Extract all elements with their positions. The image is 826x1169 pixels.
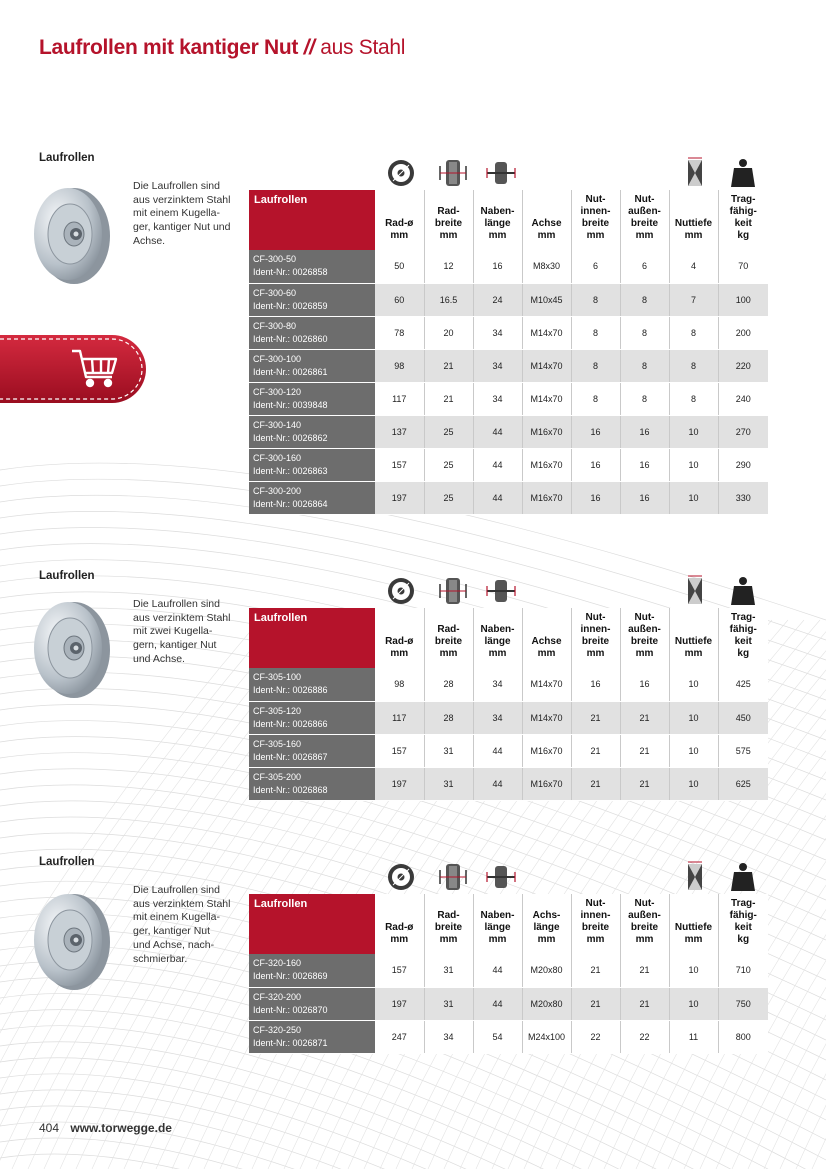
- table-cell: 157: [375, 734, 424, 767]
- table-cell: 25: [424, 481, 473, 514]
- product-code: CF-300-100: [253, 353, 302, 364]
- title-subtitle: aus Stahl: [320, 36, 406, 59]
- wheel-diameter-icon: [384, 574, 418, 608]
- table-cell: 10: [669, 448, 718, 481]
- table-cell: 247: [375, 1020, 424, 1053]
- table-cell: 16.5: [424, 283, 473, 316]
- product-code: CF-305-120: [253, 705, 302, 716]
- column-header-groove-outer: Nut- außen- breite mm: [620, 894, 669, 954]
- table-cell: 44: [473, 415, 522, 448]
- hub-length-icon: [484, 156, 518, 190]
- table-cell: 34: [473, 701, 522, 734]
- column-header-name: Laufrollen: [249, 608, 375, 668]
- column-header-axle: Achs- länge mm: [522, 894, 571, 954]
- column-header-groove-depth: Nuttiefe mm: [669, 894, 718, 954]
- table-cell: 197: [375, 481, 424, 514]
- column-header-load-capacity: Trag- fähig- keit kg: [718, 190, 768, 250]
- table-cell: 21: [571, 954, 620, 987]
- ident-number: Ident-Nr.: 0026867: [253, 751, 328, 762]
- table-cell: 60: [375, 283, 424, 316]
- column-header-hub-length: Naben- länge mm: [473, 608, 522, 668]
- ident-number: Ident-Nr.: 0026870: [253, 1004, 328, 1015]
- ident-number: Ident-Nr.: 0026869: [253, 971, 328, 982]
- table-cell: 10: [669, 481, 718, 514]
- table-cell: 21: [571, 734, 620, 767]
- table-cell: 54: [473, 1020, 522, 1053]
- table-cell: 16: [571, 448, 620, 481]
- product-code-cell[interactable]: [249, 1020, 375, 1053]
- ident-number: Ident-Nr.: 0026859: [253, 300, 328, 311]
- table-cell: 8: [571, 316, 620, 349]
- column-header-rad-width: Rad- breite mm: [424, 190, 473, 250]
- ident-number: Ident-Nr.: 0026886: [253, 685, 328, 696]
- product-code: CF-300-160: [253, 452, 302, 463]
- groove-icon: [678, 156, 712, 190]
- wheel-product-image: [24, 180, 120, 290]
- table-row: [249, 250, 768, 283]
- load-weight-icon: [726, 156, 760, 190]
- table-cell: 44: [473, 987, 522, 1020]
- description-line: Die Laufrollen sind: [133, 598, 220, 610]
- column-header-groove-inner: Nut- innen- breite mm: [571, 190, 620, 250]
- product-code: CF-300-200: [253, 485, 302, 496]
- ident-number: Ident-Nr.: 0026868: [253, 784, 328, 795]
- product-code-cell[interactable]: [249, 250, 375, 283]
- description-line: und Achse, nach-: [133, 938, 215, 951]
- table-cell: 8: [620, 283, 669, 316]
- description-line: aus verzinktem Stahl: [133, 897, 231, 910]
- table-cell: 16: [620, 448, 669, 481]
- product-code-cell[interactable]: [249, 349, 375, 382]
- product-code: CF-320-160: [253, 958, 302, 969]
- table-cell: 200: [718, 316, 768, 349]
- wheel-width-icon: [436, 860, 470, 894]
- wheel-width-icon: [436, 156, 470, 190]
- table-cell: 16: [620, 668, 669, 701]
- table-cell: 24: [473, 283, 522, 316]
- table-cell: 750: [718, 987, 768, 1020]
- table-cell: 117: [375, 382, 424, 415]
- column-header-groove-depth: Nuttiefe mm: [669, 190, 718, 250]
- product-code: CF-320-200: [253, 991, 302, 1002]
- shopping-cart-tab[interactable]: [0, 333, 150, 405]
- column-header-groove-inner: Nut- innen- breite mm: [571, 608, 620, 668]
- table-row: [249, 349, 768, 382]
- wheel-product-image: [24, 594, 120, 704]
- icons-row: [376, 574, 768, 608]
- table-cell: 31: [424, 734, 473, 767]
- table-cell: 20: [424, 316, 473, 349]
- ident-number: Ident-Nr.: 0026866: [253, 718, 328, 729]
- section-description: [133, 180, 253, 249]
- description-line: aus verzinktem Stahl: [133, 193, 231, 206]
- table-cell: 21: [571, 701, 620, 734]
- table-cell: 10: [669, 954, 718, 987]
- column-header-rad-diameter: Rad-ø mm: [375, 894, 424, 954]
- table-cell: 8: [571, 382, 620, 415]
- table-cell: M24x100: [522, 1020, 571, 1053]
- table-cell: 10: [669, 701, 718, 734]
- table-cell: 16: [473, 250, 522, 283]
- description-line: schmierbar.: [133, 952, 188, 965]
- table-cell: M14x70: [522, 316, 571, 349]
- product-code-cell[interactable]: [249, 668, 375, 701]
- table-cell: 44: [473, 767, 522, 800]
- product-code-cell[interactable]: [249, 481, 375, 514]
- wheel-product-image: [24, 886, 120, 996]
- section-description: [133, 598, 253, 667]
- column-header-name: Laufrollen: [249, 894, 375, 954]
- table-cell: M8x30: [522, 250, 571, 283]
- ident-number: Ident-Nr.: 0026861: [253, 366, 328, 377]
- description-line: und Achse.: [133, 652, 185, 665]
- product-code: CF-300-140: [253, 419, 302, 430]
- table-cell: 21: [571, 987, 620, 1020]
- table-cell: M14x70: [522, 382, 571, 415]
- table-cell: 4: [669, 250, 718, 283]
- table-cell: 11: [669, 1020, 718, 1053]
- product-code-cell[interactable]: [249, 701, 375, 734]
- table-cell: M14x70: [522, 349, 571, 382]
- page-title: [39, 36, 405, 60]
- table-cell: 197: [375, 767, 424, 800]
- table-cell: 6: [620, 250, 669, 283]
- table-cell: 31: [424, 767, 473, 800]
- icons-row: [376, 860, 768, 894]
- column-header-hub-length: Naben- länge mm: [473, 190, 522, 250]
- column-header-hub-length: Naben- länge mm: [473, 894, 522, 954]
- table-cell: M20x80: [522, 987, 571, 1020]
- table-cell: 8: [620, 316, 669, 349]
- table-cell: 16: [571, 415, 620, 448]
- table-cell: 157: [375, 954, 424, 987]
- ident-number: Ident-Nr.: 0026862: [253, 432, 328, 443]
- table-cell: 28: [424, 701, 473, 734]
- table-row: [249, 382, 768, 415]
- table-cell: 34: [424, 1020, 473, 1053]
- table-row: [249, 767, 768, 800]
- table-cell: 98: [375, 349, 424, 382]
- product-code-cell[interactable]: [249, 415, 375, 448]
- page-number: 404: [39, 1121, 60, 1135]
- table-cell: 44: [473, 954, 522, 987]
- table-cell: 21: [424, 349, 473, 382]
- table-cell: 22: [571, 1020, 620, 1053]
- table-cell: 8: [669, 349, 718, 382]
- table-cell: 625: [718, 767, 768, 800]
- table-cell: 197: [375, 987, 424, 1020]
- ident-number: Ident-Nr.: 0026863: [253, 465, 328, 476]
- table-cell: 28: [424, 668, 473, 701]
- table-cell: 425: [718, 668, 768, 701]
- description-line: Die Laufrollen sind: [133, 884, 220, 896]
- description-line: Die Laufrollen sind: [133, 180, 220, 192]
- table-cell: 16: [571, 481, 620, 514]
- column-header-load-capacity: Trag- fähig- keit kg: [718, 608, 768, 668]
- product-code-cell[interactable]: [249, 734, 375, 767]
- table-cell: 220: [718, 349, 768, 382]
- table-cell: 7: [669, 283, 718, 316]
- table-row: [249, 1020, 768, 1053]
- table-cell: M16x70: [522, 448, 571, 481]
- ident-number: Ident-Nr.: 0026860: [253, 333, 328, 344]
- table-row: [249, 668, 768, 701]
- product-code: CF-305-160: [253, 738, 302, 749]
- column-header-rad-width: Rad- breite mm: [424, 894, 473, 954]
- product-table: [249, 894, 768, 1054]
- product-table: [249, 190, 768, 515]
- table-cell: 8: [620, 382, 669, 415]
- description-line: gern, kantiger Nut: [133, 639, 217, 652]
- wheel-width-icon: [436, 574, 470, 608]
- product-code: CF-305-100: [253, 672, 302, 683]
- table-cell: 8: [669, 382, 718, 415]
- table-cell: M20x80: [522, 954, 571, 987]
- table-cell: 31: [424, 987, 473, 1020]
- website-link[interactable]: www.torwegge.de: [70, 1121, 172, 1135]
- table-row: [249, 987, 768, 1020]
- load-weight-icon: [726, 860, 760, 894]
- product-code: CF-300-80: [253, 320, 297, 331]
- table-cell: 575: [718, 734, 768, 767]
- wheel-diameter-icon: [384, 156, 418, 190]
- table-cell: 21: [620, 767, 669, 800]
- section-heading: Laufrollen: [39, 152, 95, 164]
- product-code-cell[interactable]: [249, 954, 375, 987]
- table-cell: M14x70: [522, 668, 571, 701]
- column-header-groove-inner: Nut- innen- breite mm: [571, 894, 620, 954]
- product-code: CF-300-120: [253, 386, 302, 397]
- column-header-rad-diameter: Rad-ø mm: [375, 608, 424, 668]
- table-cell: 31: [424, 954, 473, 987]
- hub-length-icon: [484, 860, 518, 894]
- table-cell: 44: [473, 734, 522, 767]
- table-cell: 34: [473, 668, 522, 701]
- table-row: [249, 701, 768, 734]
- table-cell: 8: [669, 316, 718, 349]
- product-code-cell[interactable]: [249, 382, 375, 415]
- table-cell: 8: [571, 283, 620, 316]
- table-cell: M16x70: [522, 734, 571, 767]
- table-cell: 12: [424, 250, 473, 283]
- column-header-name: Laufrollen: [249, 190, 375, 250]
- table-cell: 800: [718, 1020, 768, 1053]
- column-header-rad-width: Rad- breite mm: [424, 608, 473, 668]
- groove-icon: [678, 574, 712, 608]
- table-cell: 25: [424, 448, 473, 481]
- table-cell: 16: [620, 481, 669, 514]
- table-cell: 10: [669, 734, 718, 767]
- column-header-load-capacity: Trag- fähig- keit kg: [718, 894, 768, 954]
- section-description: [133, 884, 253, 966]
- wheel-diameter-icon: [384, 860, 418, 894]
- description-line: Achse.: [133, 234, 166, 247]
- ident-number: Ident-Nr.: 0026858: [253, 267, 328, 278]
- column-header-axle: Achse mm: [522, 190, 571, 250]
- icons-row: [376, 156, 768, 190]
- table-cell: 16: [620, 415, 669, 448]
- load-weight-icon: [726, 574, 760, 608]
- product-code-cell[interactable]: [249, 767, 375, 800]
- column-header-groove-outer: Nut- außen- breite mm: [620, 190, 669, 250]
- ident-number: Ident-Nr.: 0026871: [253, 1037, 328, 1048]
- table-cell: 34: [473, 349, 522, 382]
- table-cell: 44: [473, 448, 522, 481]
- table-cell: 10: [669, 415, 718, 448]
- table-cell: M10x45: [522, 283, 571, 316]
- table-cell: 10: [669, 987, 718, 1020]
- table-cell: 137: [375, 415, 424, 448]
- product-code: CF-300-50: [253, 254, 297, 265]
- product-code: CF-300-60: [253, 287, 297, 298]
- table-cell: 25: [424, 415, 473, 448]
- product-code-cell[interactable]: [249, 987, 375, 1020]
- table-row: [249, 415, 768, 448]
- table-cell: 78: [375, 316, 424, 349]
- table-cell: 34: [473, 382, 522, 415]
- table-cell: 100: [718, 283, 768, 316]
- table-cell: 290: [718, 448, 768, 481]
- table-cell: M16x70: [522, 481, 571, 514]
- table-cell: 21: [620, 954, 669, 987]
- table-cell: 450: [718, 701, 768, 734]
- table-row: [249, 734, 768, 767]
- table-cell: 8: [620, 349, 669, 382]
- groove-icon: [678, 860, 712, 894]
- product-code-cell[interactable]: [249, 448, 375, 481]
- table-cell: M14x70: [522, 701, 571, 734]
- table-cell: 22: [620, 1020, 669, 1053]
- description-line: ger, kantiger Nut und: [133, 221, 231, 234]
- table-cell: 50: [375, 250, 424, 283]
- table-cell: 330: [718, 481, 768, 514]
- description-line: mit einem Kugella-: [133, 911, 220, 924]
- table-cell: 157: [375, 448, 424, 481]
- column-header-groove-depth: Nuttiefe mm: [669, 608, 718, 668]
- hub-length-icon: [484, 574, 518, 608]
- table-cell: 34: [473, 316, 522, 349]
- table-row: [249, 954, 768, 987]
- product-code-cell[interactable]: [249, 283, 375, 316]
- ident-number: Ident-Nr.: 0039848: [253, 399, 328, 410]
- description-line: mit einem Kugella-: [133, 207, 220, 220]
- table-cell: 240: [718, 382, 768, 415]
- table-cell: 16: [571, 668, 620, 701]
- table-cell: 21: [620, 701, 669, 734]
- table-cell: 21: [424, 382, 473, 415]
- table-cell: M16x70: [522, 767, 571, 800]
- table-cell: 6: [571, 250, 620, 283]
- table-row: [249, 481, 768, 514]
- table-cell: 10: [669, 668, 718, 701]
- table-cell: 710: [718, 954, 768, 987]
- table-cell: 21: [571, 767, 620, 800]
- page-footer: [39, 1121, 172, 1135]
- title-main: Laufrollen mit kantiger Nut: [39, 36, 299, 59]
- table-cell: 21: [620, 987, 669, 1020]
- product-code: CF-305-200: [253, 771, 302, 782]
- column-header-groove-outer: Nut- außen- breite mm: [620, 608, 669, 668]
- table-cell: M16x70: [522, 415, 571, 448]
- table-cell: 44: [473, 481, 522, 514]
- table-row: [249, 448, 768, 481]
- section-heading: Laufrollen: [39, 856, 95, 868]
- column-header-rad-diameter: Rad-ø mm: [375, 190, 424, 250]
- description-line: ger, kantiger Nut: [133, 925, 211, 938]
- table-cell: 10: [669, 767, 718, 800]
- product-code-cell[interactable]: [249, 316, 375, 349]
- table-row: [249, 283, 768, 316]
- ident-number: Ident-Nr.: 0026864: [253, 498, 328, 509]
- table-cell: 8: [571, 349, 620, 382]
- description-line: aus verzinktem Stahl: [133, 611, 231, 624]
- table-cell: 70: [718, 250, 768, 283]
- table-cell: 21: [620, 734, 669, 767]
- table-cell: 270: [718, 415, 768, 448]
- section-heading: Laufrollen: [39, 570, 95, 582]
- product-code: CF-320-250: [253, 1024, 302, 1035]
- product-table: [249, 608, 768, 801]
- column-header-axle: Achse mm: [522, 608, 571, 668]
- table-cell: 117: [375, 701, 424, 734]
- table-cell: 98: [375, 668, 424, 701]
- description-line: mit zwei Kugella-: [133, 625, 213, 638]
- title-separator: //: [303, 36, 315, 59]
- table-row: [249, 316, 768, 349]
